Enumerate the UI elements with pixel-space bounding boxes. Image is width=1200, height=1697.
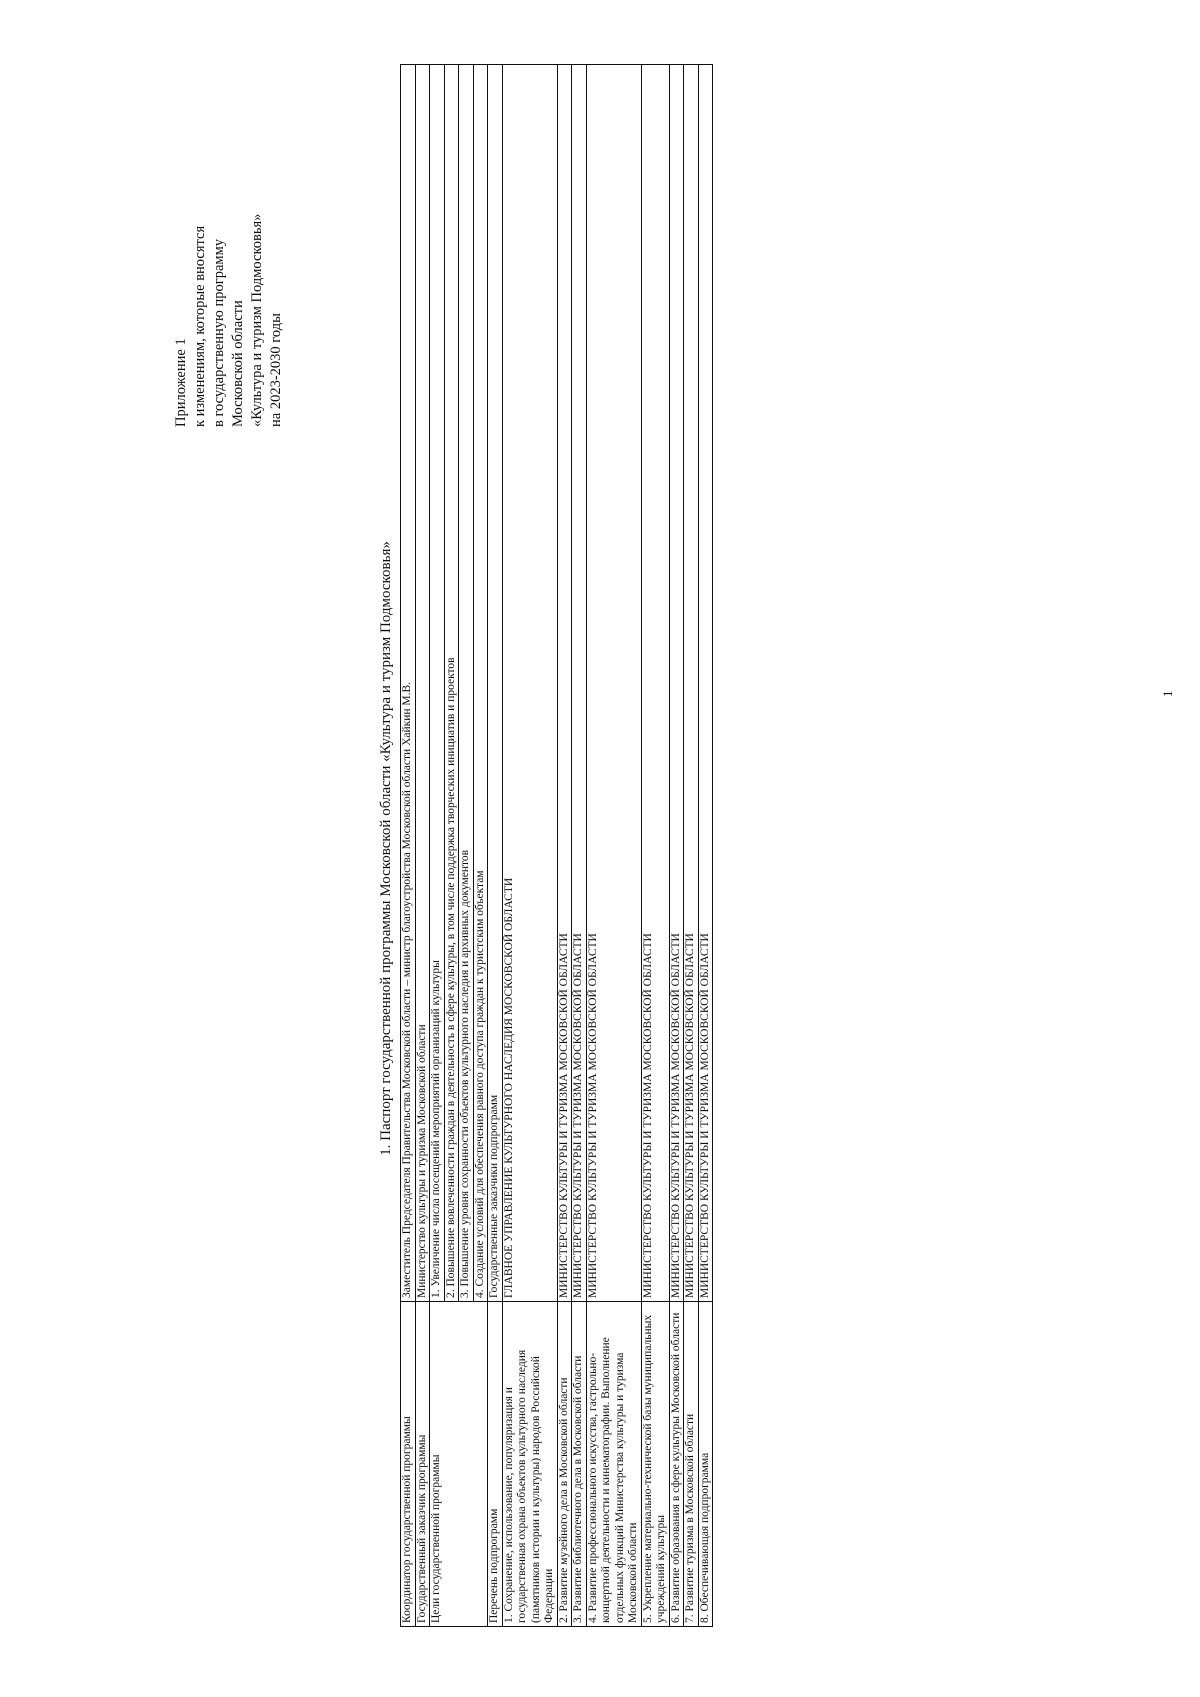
row-value: МИНИСТЕРСТВО КУЛЬТУРЫ И ТУРИЗМА МОСКОВСКОЙ ОБЛАСТИ	[684, 65, 699, 1302]
row-value: МИНИСТЕРСТВО КУЛЬТУРЫ И ТУРИЗМА МОСКОВСКОЙ ОБЛАСТИ	[698, 65, 713, 1302]
table-row	[698, 65, 713, 1627]
table-row	[586, 65, 641, 1627]
row-key: 8. Обеспечивающая подпрограмма	[698, 1302, 713, 1627]
appendix-line: Приложение 1	[173, 338, 189, 427]
table-row	[557, 65, 572, 1627]
table-row	[415, 65, 430, 1627]
row-key: Перечень подпрограмм	[488, 1302, 503, 1627]
appendix-line: Московской области	[230, 300, 246, 427]
row-value: МИНИСТЕРСТВО КУЛЬТУРЫ И ТУРИЗМА МОСКОВСКОЙ ОБЛАСТИ	[557, 65, 572, 1302]
row-value: ГЛАВНОЕ УПРАВЛЕНИЕ КУЛЬТУРНОГО НАСЛЕДИЯ МОСКОВСКОЙ ОБЛАСТИ	[502, 65, 557, 1302]
table-row	[572, 65, 587, 1627]
table-row	[430, 65, 445, 1627]
appendix-note	[172, 214, 286, 427]
row-value: МИНИСТЕРСТВО КУЛЬТУРЫ И ТУРИЗМА МОСКОВСКОЙ ОБЛАСТИ	[586, 65, 641, 1302]
page-number: 1	[1160, 690, 1175, 697]
goal-item: 2. Повышение вовлеченности граждан в деятельность в сфере культуры, в том числе поддержка творческих инициатив и проектов	[444, 65, 459, 1302]
appendix-line: к изменениям, которые вносятся	[192, 225, 208, 427]
row-key: 6. Развитие образования в сфере культуры Московской области	[669, 1302, 684, 1627]
appendix-line: в государственную программу	[211, 238, 227, 427]
table-row	[488, 65, 503, 1627]
table-row	[669, 65, 684, 1627]
row-key: Координатор государственной программы	[401, 1302, 416, 1627]
appendix-line: «Культура и туризм Подмосковья»	[249, 213, 265, 427]
row-value: Министерство культуры и туризма Московской области	[415, 65, 430, 1302]
passport-table	[400, 64, 713, 1627]
row-key: 2. Развитие музейного дела в Московской области	[557, 1302, 572, 1627]
goal-item: 1. Увеличение числа посещений мероприятий организаций культуры	[430, 65, 445, 1302]
row-key: Цели государственной программы	[430, 1302, 488, 1627]
table-row	[401, 65, 416, 1627]
row-key: 1. Сохранение, использование, популяризация и государственная охрана объектов культурного наследия (памятников истории и культуры) народов Российской Федерации	[502, 1302, 557, 1627]
row-key: 4. Развитие профессионального искусства, гастрольно-концертной деятельности и кинематографии. Выполнение отдельных функций Министерства культуры и туризма Московской области	[586, 1302, 641, 1627]
appendix-line: на 2023-2030 годы	[268, 313, 284, 427]
table-row	[684, 65, 699, 1627]
document-title: 1. Паспорт государственной программы Московской области «Культура и туризм Подмосковья»	[378, 541, 394, 1156]
row-value: Государственные заказчики подпрограмм	[488, 65, 503, 1302]
row-value: МИНИСТЕРСТВО КУЛЬТУРЫ И ТУРИЗМА МОСКОВСКОЙ ОБЛАСТИ	[641, 65, 669, 1302]
row-value: МИНИСТЕРСТВО КУЛЬТУРЫ И ТУРИЗМА МОСКОВСКОЙ ОБЛАСТИ	[572, 65, 587, 1302]
row-value: МИНИСТЕРСТВО КУЛЬТУРЫ И ТУРИЗМА МОСКОВСКОЙ ОБЛАСТИ	[669, 65, 684, 1302]
row-key: Государственный заказчик программы	[415, 1302, 430, 1627]
row-key: 3. Развитие библиотечного дела в Московской области	[572, 1302, 587, 1627]
goal-item: 3. Повышение уровня сохранности объектов культурного наследия и архивных документов	[459, 65, 474, 1302]
goal-item: 4. Создание условий для обеспечения равного доступа граждан к туристским объектам	[473, 65, 488, 1302]
row-value: Заместитель Председателя Правительства Московской области – министр благоустройства Московской области Хайкин М.В.	[401, 65, 416, 1302]
row-key: 5. Укрепление материально-технической базы муниципальных учреждений культуры	[641, 1302, 669, 1627]
table-row	[641, 65, 669, 1627]
table-row	[502, 65, 557, 1627]
row-key: 7. Развитие туризма в Московской области	[684, 1302, 699, 1627]
